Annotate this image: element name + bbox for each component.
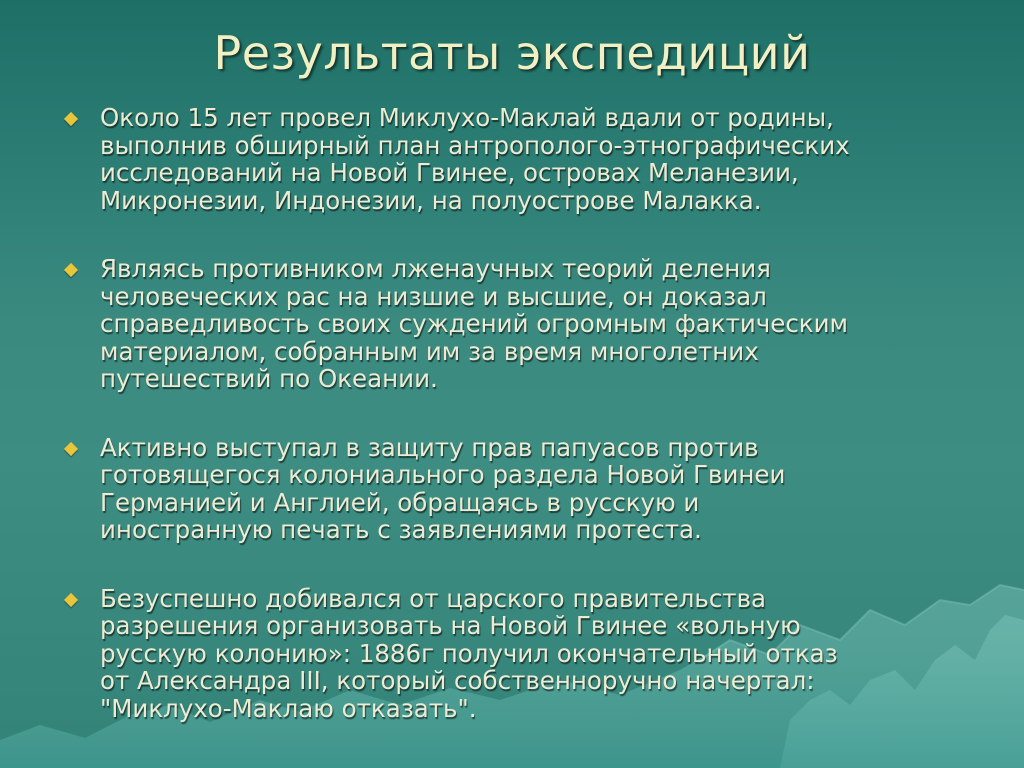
bullet-item	[62, 104, 982, 214]
bullet-line: материалом, собранным им за время многолетних	[100, 336, 759, 366]
bullet-line: готовящегося колониального раздела Новой Гвинеи	[100, 460, 786, 489]
diamond-bullet-icon	[64, 592, 78, 606]
bullet-line: Являясь противником лженаучных теорий деления	[100, 254, 771, 283]
bullet-line: выполнив обширный план антрополого-этнографических	[100, 130, 850, 160]
bullet-text	[100, 585, 982, 723]
diamond-bullet-icon	[64, 441, 78, 455]
bullet-item	[62, 585, 982, 723]
bullet-item	[62, 434, 982, 544]
bullet-line: справедливость своих суждений огромным фактическим	[100, 309, 848, 338]
bullet-text	[100, 434, 982, 544]
bullet-line: русскую колонию»: 1886г получил окончательный отказ	[100, 638, 838, 668]
bullet-line: от Александра III, который собственноручно начертал:	[100, 666, 815, 695]
diamond-bullet-icon	[64, 112, 78, 126]
bullet-line: исследований на Новой Гвинее, островах Меланезии,	[100, 158, 799, 187]
bullet-line: Безуспешно добивался от царского правительства	[100, 583, 767, 613]
bullet-line: иностранную печать с заявлениями протеста.	[100, 515, 702, 544]
bullet-line: Около 15 лет провел Миклухо-Маклай вдали от родины,	[100, 103, 834, 132]
bullet-text	[100, 104, 982, 214]
slide-title: Результаты экспедиций	[213, 26, 811, 80]
bullet-line: Микронезии, Индонезии, на полуострове Малакка.	[100, 185, 762, 215]
bullet-list	[62, 104, 982, 763]
bullet-line: человеческих рас на низшие и высшие, он доказал	[100, 281, 767, 311]
bullet-line: Германией и Англией, обращаясь в русскую и	[100, 487, 700, 517]
bullet-text	[100, 255, 982, 393]
bullet-line: Активно выступал в защиту прав папуасов против	[100, 432, 759, 462]
diamond-bullet-icon	[64, 263, 78, 277]
bullet-line: "Миклухо-Маклаю отказать".	[100, 693, 477, 723]
bullet-line: путешествий по Океании.	[100, 364, 438, 393]
bullet-line: разрешения организовать на Новой Гвинее «вольную	[100, 611, 801, 640]
bullet-item	[62, 255, 982, 393]
